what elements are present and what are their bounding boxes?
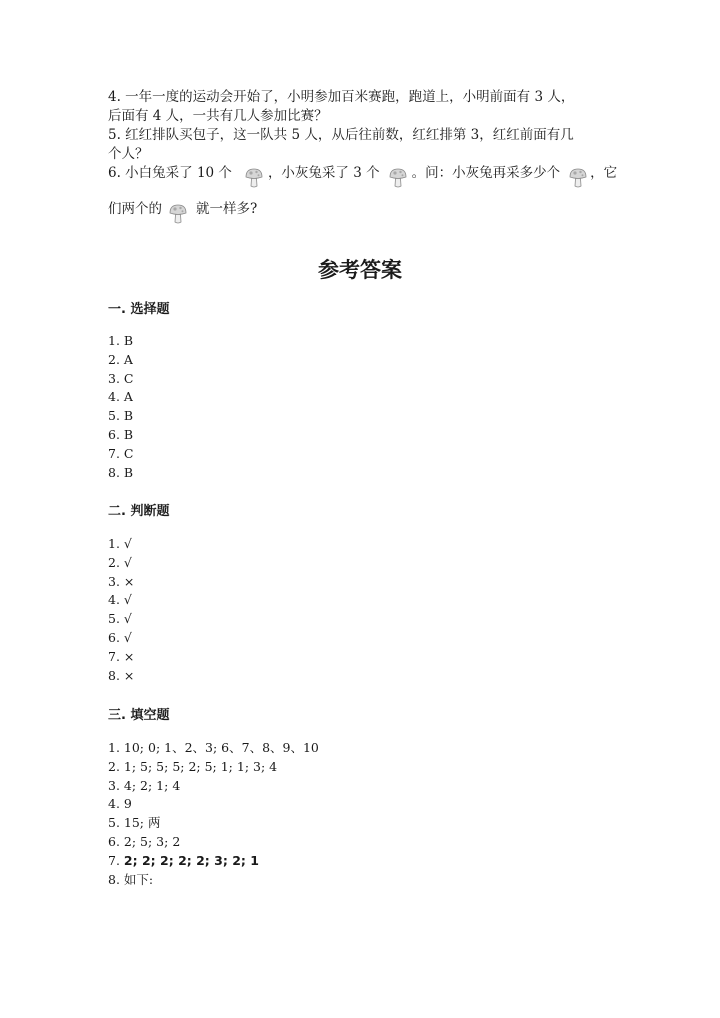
mushroom-icon [168, 203, 188, 225]
question-6-text-b: ，小灰兔采了 3 个 [267, 165, 380, 181]
answer-item: 7. C [108, 445, 134, 461]
answer-item: 3. 4; 2; 1; 4 [108, 777, 181, 793]
question-4-line-2: 后面有 4 人，一共有几人参加比赛？ [108, 108, 328, 124]
answer-item: 8. × [108, 667, 135, 683]
answer-item: 1. B [108, 333, 134, 348]
question-6-text-e: 们两个的 [108, 201, 162, 217]
answer-title: 参考答案 [318, 258, 402, 282]
answer-item: 7. × [108, 648, 135, 664]
answer-item: 6. 2; 5; 3; 2 [108, 833, 181, 849]
mushroom-icon [244, 167, 264, 189]
mushroom-icon [388, 167, 408, 189]
answer-item: 4. √ [108, 592, 132, 608]
answer-item: 5. √ [108, 611, 132, 627]
answer-list-judgment [108, 535, 134, 685]
answer-item: 3. × [108, 573, 135, 589]
answer-list-fill-blank [108, 739, 319, 889]
mushroom-icon [568, 167, 588, 189]
answer-item [108, 852, 319, 871]
answer-item: 6. √ [108, 629, 132, 645]
answer-item: 8. 如下: [108, 871, 154, 887]
question-6-text-d: ，它 [590, 165, 618, 181]
question-6-text-f: 就一样多? [196, 201, 258, 217]
question-5-line-2: 个人？ [108, 146, 149, 162]
section-heading-fill-blank: 三. 填空题 [108, 708, 170, 723]
answer-item: 5. B [108, 408, 134, 424]
answer-list-choice [108, 332, 133, 482]
answer-item-number: 7. [108, 852, 120, 868]
question-6-line-1 [108, 164, 617, 189]
question-6-line-2 [108, 200, 257, 225]
section-heading-judgment: 二. 判断题 [108, 504, 170, 519]
answer-item: 1. 10; 0; 1、2、3; 6、7、8、9、10 [108, 740, 319, 755]
answer-item: 2. 1; 5; 5; 5; 2; 5; 1; 1; 3; 4 [108, 758, 278, 774]
answer-item: 2. √ [108, 554, 132, 570]
answer-item: 1. √ [108, 536, 132, 551]
question-4-line-1: 4. 一年一度的运动会开始了，小明参加百米赛跑，跑道上，小明前面有 3 人， [108, 89, 575, 105]
answer-item: 2. A [108, 351, 133, 367]
question-5-line-1: 5. 红红排队买包子，这一队共 5 人，从后往前数，红红排第 3，红红前面有几 [108, 127, 574, 143]
question-6-text-a: 6. 小白兔采了 10 个 [108, 165, 232, 181]
answer-item: 4. 9 [108, 796, 132, 812]
answer-item: 5. 15; 两 [108, 815, 161, 831]
answer-item: 4. A [108, 389, 133, 405]
answer-item-values: 2; 2; 2; 2; 2; 3; 2; 1 [123, 852, 259, 868]
section-heading-choice: 一. 选择题 [108, 302, 170, 317]
answer-item: 8. B [108, 464, 134, 480]
answer-item: 6. B [108, 426, 134, 442]
answer-item: 3. C [108, 370, 134, 386]
question-6-text-c: 。问：小灰兔再采多少个 [411, 165, 561, 181]
